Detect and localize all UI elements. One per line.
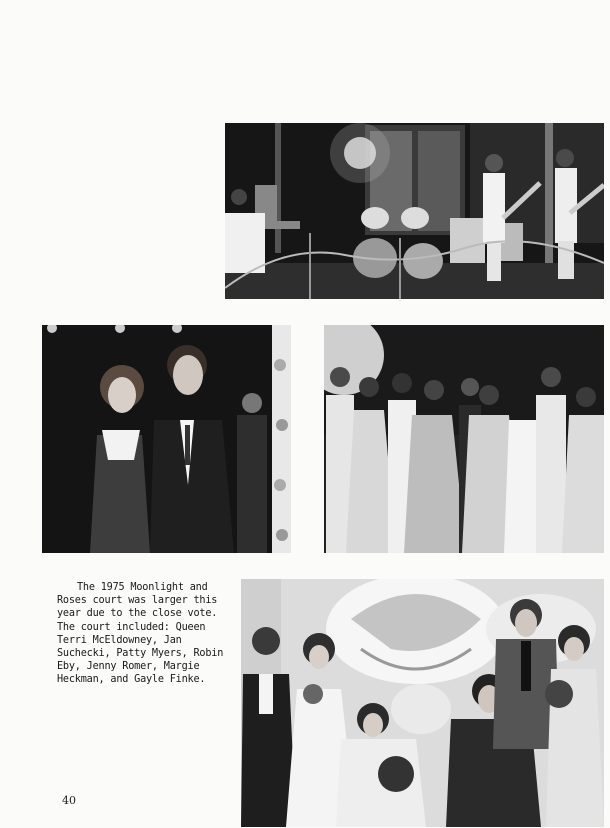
photo-caption: The 1975 Moonlight and Roses court was larger this year due to the close vote. The court included: Queen Terri McEldowney, Jan Suchecki, Patty Myers, Robin Eby, Jenny Romer, Margie Heckman, and Gayle Finke. (57, 582, 224, 686)
coronation-photo (241, 579, 604, 827)
couple-photo (42, 325, 291, 553)
court-photo (324, 325, 604, 553)
band-photo (225, 123, 604, 299)
page-number: 40 (62, 794, 76, 807)
